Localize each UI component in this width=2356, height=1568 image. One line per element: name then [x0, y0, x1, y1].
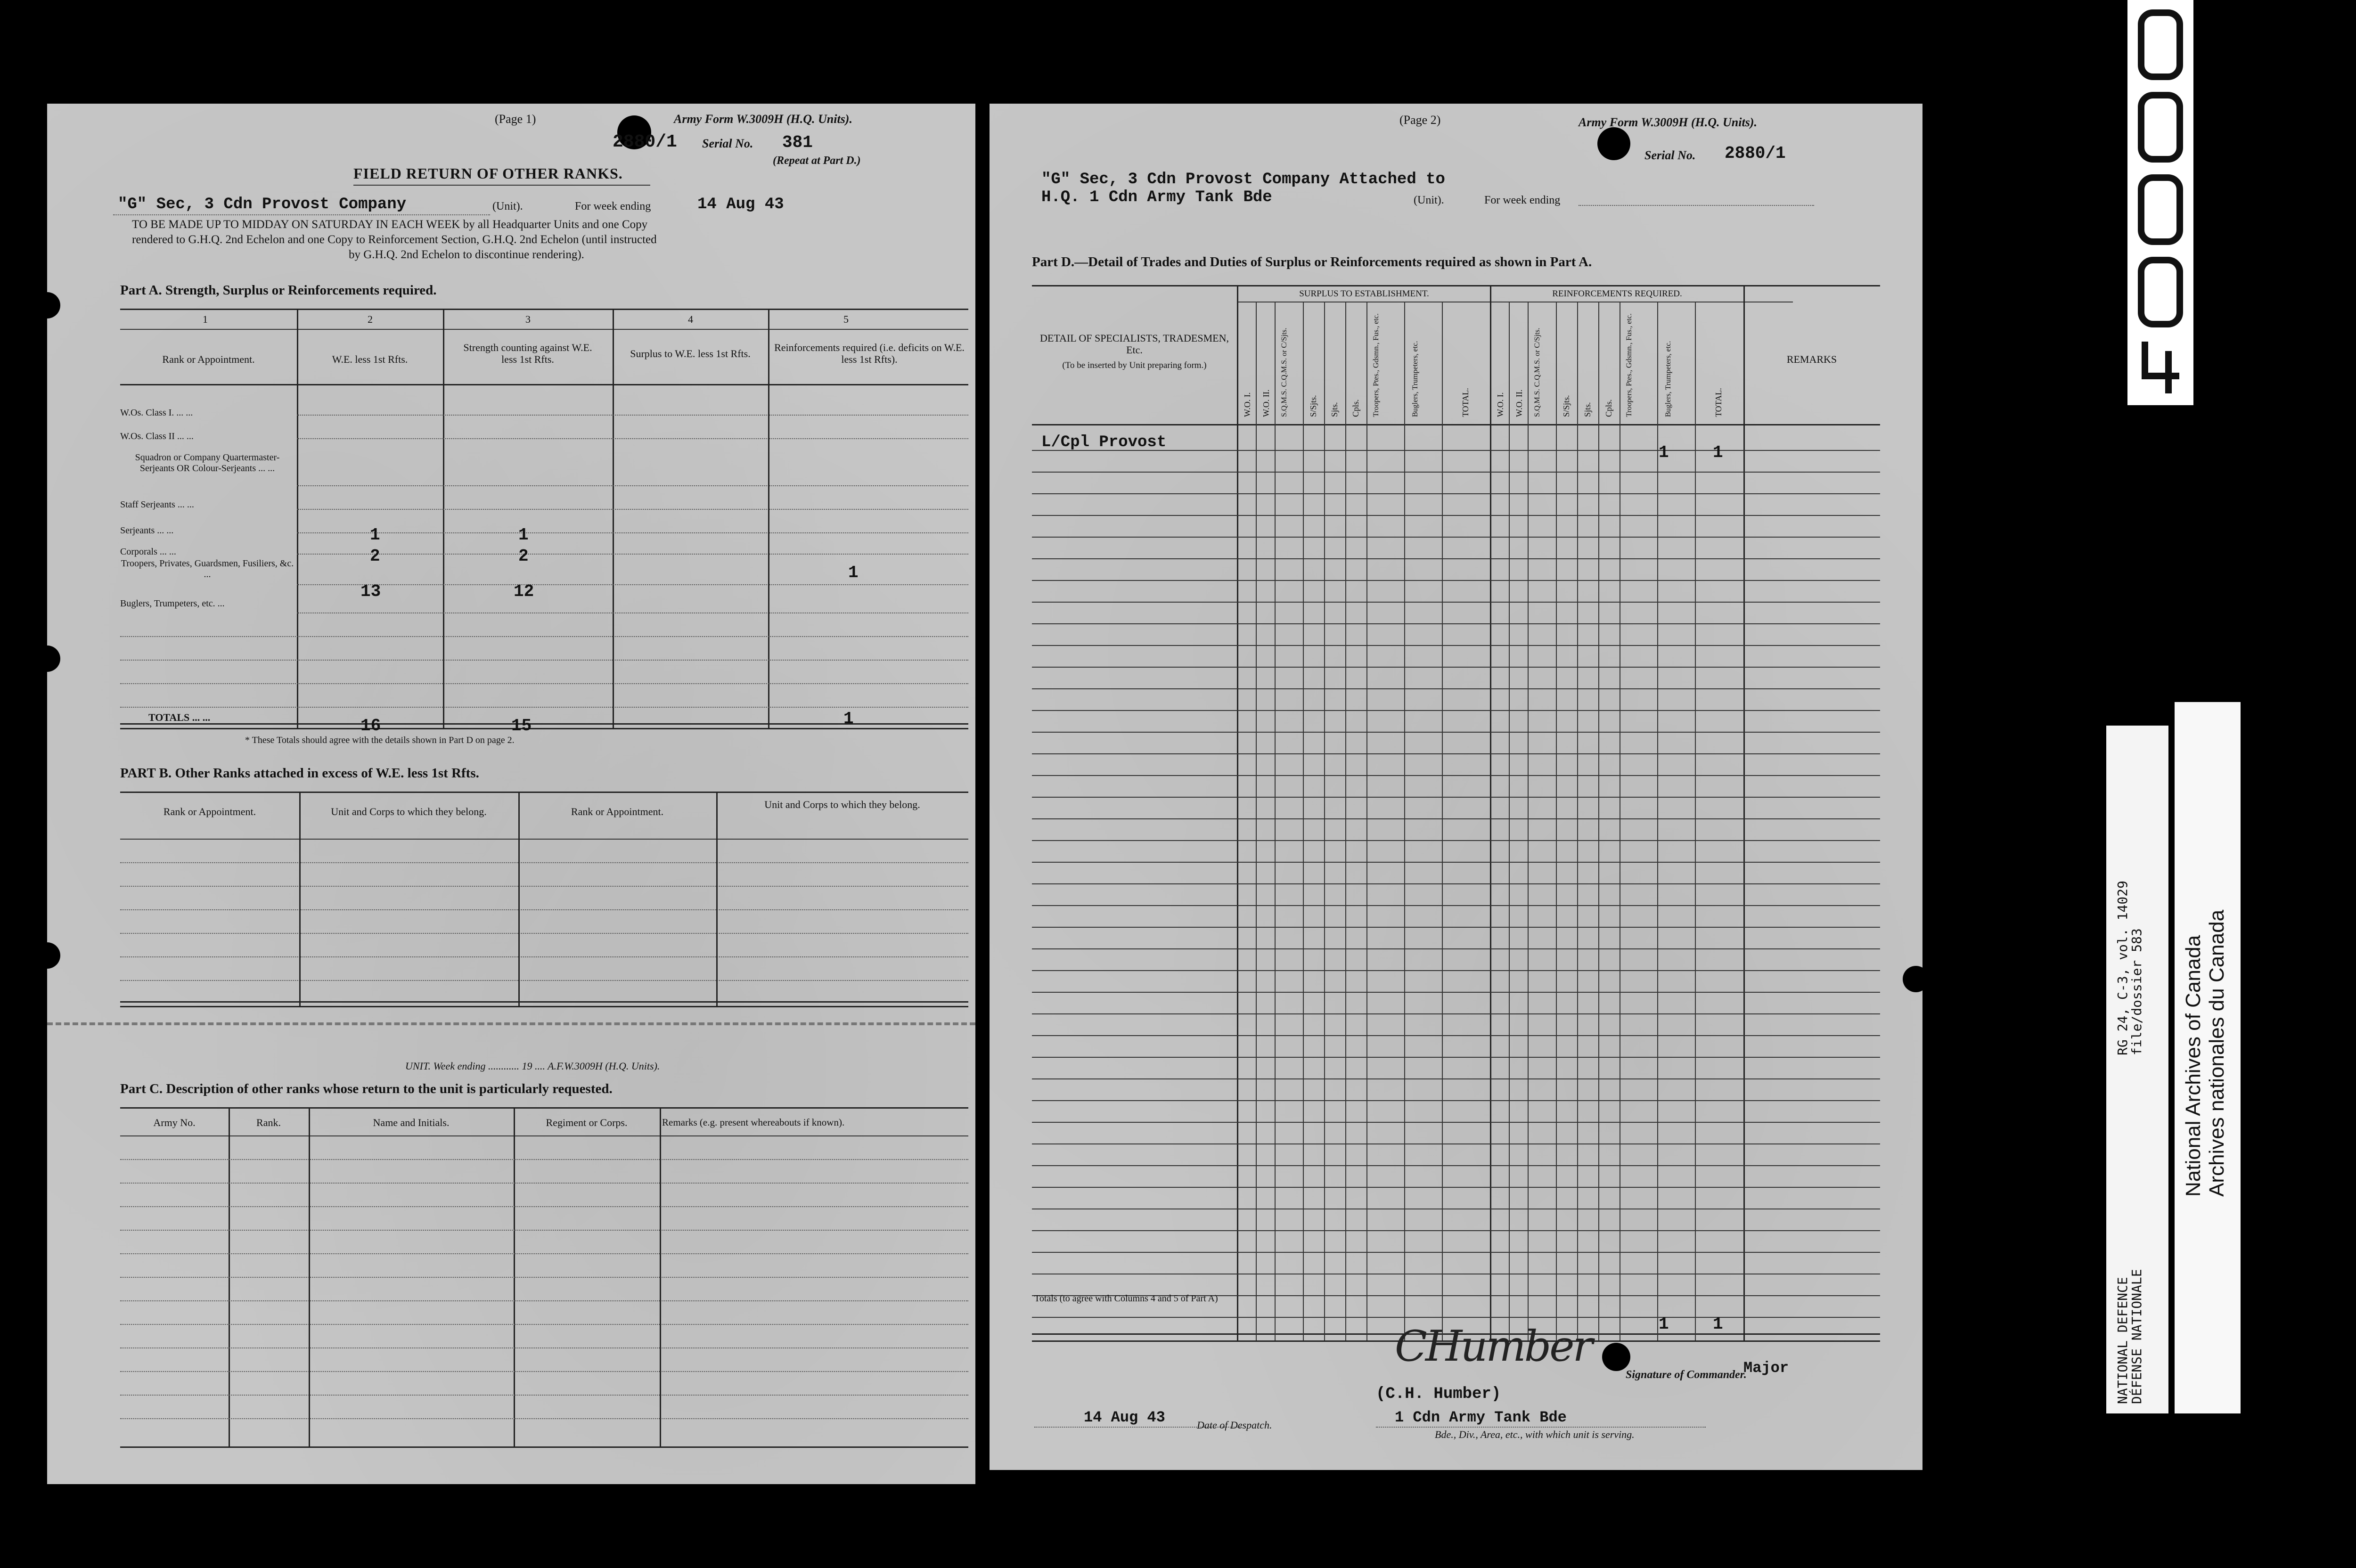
ruled-row-line — [1032, 948, 1880, 949]
surplus-subcol: TOTAL. — [1461, 388, 1470, 417]
ruled-row-line — [1032, 667, 1880, 668]
ruled-row-line — [1032, 493, 1880, 494]
ruled-row-line — [1032, 688, 1880, 689]
despatch-label: Date of Despatch. — [1197, 1419, 1272, 1431]
part-c-col: Army No. — [153, 1117, 196, 1128]
ruled-row-line — [1032, 927, 1880, 928]
ruled-row-line — [1032, 1143, 1880, 1144]
col-num: 4 — [688, 313, 693, 325]
corporals-strength: 2 — [518, 547, 529, 566]
surplus-subcol: S.Q.M.S. C.Q.M.S. or C/Sjts. — [1280, 327, 1288, 417]
frame-digit-0 — [2138, 92, 2183, 163]
row-total-reinf: 1 — [1713, 443, 1723, 462]
ruled-row-line — [1032, 992, 1880, 993]
ruled-row-line — [1032, 537, 1880, 538]
ruled-row-line — [1032, 602, 1880, 603]
punch-hole — [1597, 127, 1630, 160]
typed-serial: 2880/1 — [613, 132, 677, 152]
ruled-row-line — [1032, 732, 1880, 733]
rank-row: Staff Serjeants ... ... — [120, 499, 194, 510]
rank-row: Corporals ... ... — [120, 547, 176, 557]
part-c-col: Regiment or Corps. — [546, 1117, 628, 1128]
part-c-col: Name and Initials. — [373, 1117, 450, 1128]
ruled-row-line — [1032, 840, 1880, 841]
ruled-row-line — [1032, 1252, 1880, 1253]
rank-row: Serjeants ... ... — [120, 525, 174, 536]
week-value: 14 Aug 43 — [697, 196, 784, 213]
totals-label: Totals (to agree with Columns 4 and 5 of Part A) — [1034, 1293, 1218, 1304]
frame-digit-4 — [2142, 342, 2179, 393]
ruled-row-line — [1032, 645, 1880, 646]
commander-rank: Major — [1743, 1359, 1789, 1377]
reinf-subcol: Buglers, Trumpeters, etc. — [1664, 341, 1672, 417]
punch-hole — [1903, 966, 1929, 992]
week-label: For week ending — [1484, 194, 1561, 206]
surplus-subcol: Sjts. — [1330, 402, 1339, 417]
reinf-subcol: W.O. II. — [1514, 389, 1524, 417]
instruction-line-2: rendered to G.H.Q. 2nd Echelon and one Copy to Reinforcement Section, G.H.Q. 2nd Echelon (until instructed — [132, 233, 657, 246]
totals-label: TOTALS ... ... — [148, 711, 211, 723]
totals-troopers: 1 — [1659, 1315, 1669, 1334]
totals-strength: 15 — [511, 716, 532, 735]
surplus-subcol: Buglers, Trumpeters, etc. — [1411, 341, 1419, 417]
serjeants-strength: 1 — [518, 525, 529, 545]
detail-sub: (To be inserted by Unit preparing form.) — [1062, 360, 1207, 370]
page-1 — [47, 104, 975, 1484]
col-num: 2 — [368, 313, 373, 325]
troopers-reinforcements: 1 — [848, 563, 859, 582]
serial-label: Serial No. — [1644, 148, 1696, 162]
col-num: 5 — [843, 313, 849, 325]
troopers-strength: 12 — [514, 582, 534, 601]
serial-value: 2880/1 — [1725, 144, 1786, 163]
ruled-row-line — [1032, 797, 1880, 798]
surplus-subcol: Cpls. — [1351, 399, 1360, 417]
rank-row: W.Os. Class I. ... ... — [120, 408, 193, 418]
part-b-col: Unit and Corps to which they belong. — [764, 799, 920, 810]
totals-total: 1 — [1713, 1315, 1723, 1334]
punch-hole — [34, 292, 60, 318]
row-detail: L/Cpl Provost — [1041, 433, 1167, 451]
part-c-col: Rank. — [256, 1117, 281, 1128]
stamp-line-2: DÉFENSE NATIONALE — [2129, 1269, 2144, 1404]
surplus-subcol: W.O. I. — [1243, 392, 1252, 417]
ruled-row-line — [1032, 1078, 1880, 1079]
ruled-row-line — [1032, 472, 1880, 473]
col-head: Rank or Appointment. — [162, 353, 255, 365]
week-label: For week ending — [575, 200, 651, 212]
punch-hole — [34, 645, 60, 672]
commander-name: (C.H. Humber) — [1376, 1385, 1501, 1403]
ruled-row-line — [1032, 1057, 1880, 1058]
unit-label: (Unit). — [1414, 194, 1444, 206]
part-c-heading: Part C. Description of other ranks whose return to the unit is particularly requested. — [120, 1081, 613, 1096]
col-head: Surplus to W.E. less 1st Rfts. — [630, 348, 751, 359]
row-troopers-reinf: 1 — [1659, 443, 1669, 462]
ruled-row-line — [1032, 1187, 1880, 1188]
rank-row: Squadron or Company Quartermaster-Serjeants OR Colour-Serjeants ... ... — [135, 452, 280, 474]
ruled-row-line — [1032, 1165, 1880, 1166]
ruled-row-line — [1032, 753, 1880, 754]
serjeants-we: 1 — [370, 525, 380, 545]
army-form: Army Form W.3009H (H.Q. Units). — [1579, 115, 1757, 129]
ruled-row-line — [1032, 1013, 1880, 1014]
frame-digit-0 — [2138, 9, 2183, 80]
surplus-subcol: Troopers, Ptes., Gdsmn., Fus., etc. — [1372, 313, 1380, 417]
serial-value: 381 — [782, 133, 813, 152]
col-num: 1 — [203, 313, 208, 325]
unit-line-2: H.Q. 1 Cdn Army Tank Bde — [1041, 188, 1272, 206]
reinf-subcol: TOTAL. — [1714, 388, 1723, 417]
col-num: 3 — [525, 313, 531, 325]
part-b-col: Rank or Appointment. — [571, 806, 664, 817]
col-head: W.E. less 1st Rfts. — [332, 353, 408, 365]
reinf-subcol: Sjts. — [1583, 402, 1592, 417]
commander-signature: CHumber — [1395, 1322, 1591, 1371]
nac-line-2: Archives nationales du Canada — [2205, 909, 2228, 1197]
unit-value: "G" Sec, 3 Cdn Provost Company — [118, 196, 407, 213]
troopers-we: 13 — [360, 582, 381, 601]
ruled-row-line — [1032, 580, 1880, 581]
col-head: Strength counting against W.E. less 1st Rfts. — [463, 342, 592, 366]
corporals-we: 2 — [370, 547, 380, 566]
totals-note: * These Totals should agree with the details shown in Part D on page 2. — [245, 735, 515, 745]
punch-hole — [1602, 1343, 1630, 1371]
slip-line: UNIT. Week ending ............ 19 .... A.F.W.3009H (H.Q. Units). — [405, 1060, 660, 1072]
reinforcements-head: REINFORCEMENTS REQUIRED. — [1552, 289, 1682, 299]
part-c-col: Remarks (e.g. present whereabouts if known). — [662, 1117, 845, 1128]
ruled-row-line — [1032, 1100, 1880, 1101]
part-b-col: Rank or Appointment. — [163, 806, 256, 817]
unit-line-1: "G" Sec, 3 Cdn Provost Company Attached to — [1041, 171, 1445, 188]
formation: 1 Cdn Army Tank Bde — [1395, 1409, 1567, 1426]
nac-line-1: National Archives of Canada — [2182, 935, 2205, 1197]
reference-line-1: RG 24, C-3, vol. 14029 — [2115, 881, 2130, 1055]
ruled-row-line — [1032, 515, 1880, 516]
ruled-row-line — [1032, 1122, 1880, 1123]
ruled-row-line — [1032, 1035, 1880, 1036]
punch-hole — [34, 942, 60, 969]
surplus-subcol: W.O. II. — [1261, 389, 1271, 417]
part-b-heading: PART B. Other Ranks attached in excess of W.E. less 1st Rfts. — [120, 766, 479, 781]
formation-label: Bde., Div., Area, etc., with which unit is serving. — [1435, 1429, 1635, 1440]
signature-label: Signature of Commander. — [1626, 1369, 1747, 1381]
totals-reinforcements: 1 — [843, 709, 854, 728]
ruled-row-line — [1032, 623, 1880, 624]
rank-row: W.Os. Class II ... ... — [120, 431, 194, 441]
despatch-date: 14 Aug 43 — [1084, 1409, 1165, 1426]
ruled-row-line — [1032, 710, 1880, 711]
remarks-head: REMARKS — [1786, 353, 1837, 365]
army-form: Army Form W.3009H (H.Q. Units). — [674, 112, 852, 126]
form-title: FIELD RETURN OF OTHER RANKS. — [353, 165, 623, 182]
rank-row: Buglers, Trumpeters, etc. ... — [120, 598, 225, 609]
rank-row: Troopers, Privates, Guardsmen, Fusiliers, &c. ... — [121, 558, 294, 580]
stamp-line-1: NATIONAL DEFENCE — [2115, 1277, 2130, 1404]
ruled-row-line — [1032, 883, 1880, 884]
part-b-col: Unit and Corps to which they belong. — [331, 806, 487, 817]
reference-line-2: file/dossier 583 — [2129, 928, 2144, 1055]
reinf-subcol: Troopers, Ptes., Gdsmn., Fus., etc. — [1625, 313, 1633, 417]
ruled-row-line — [1032, 970, 1880, 971]
serial-label: Serial No. — [702, 137, 753, 150]
ruled-row-line — [1032, 818, 1880, 819]
col-head: Reinforcements required (i.e. deficits on W.E. less 1st Rfts). — [774, 342, 965, 366]
page-2 — [990, 104, 1922, 1470]
repeat-note: (Repeat at Part D.) — [773, 155, 861, 167]
ruled-row-line — [1032, 775, 1880, 776]
ruled-row-line — [1032, 558, 1880, 559]
instruction-line-3: by G.H.Q. 2nd Echelon to discontinue rendering). — [349, 248, 584, 261]
reinf-subcol: Cpls. — [1604, 399, 1613, 417]
ruled-row-line — [1032, 1317, 1880, 1318]
unit-label: (Unit). — [492, 200, 523, 212]
national-archives-stamp — [2175, 702, 2241, 1413]
detail-head: DETAIL OF SPECIALISTS, TRADESMEN, Etc. — [1040, 332, 1229, 356]
ruled-row-line — [1032, 1230, 1880, 1231]
reinf-subcol: S.Q.M.S. C.Q.M.S. or C/Sjts. — [1533, 327, 1541, 417]
frame-number-strip — [2127, 0, 2193, 405]
surplus-subcol: S/Sjts. — [1309, 395, 1318, 417]
surplus-head: SURPLUS TO ESTABLISHMENT. — [1299, 289, 1429, 299]
part-a-heading: Part A. Strength, Surplus or Reinforcements required. — [120, 283, 437, 298]
page-label: (Page 2) — [1399, 113, 1441, 127]
page-label: (Page 1) — [495, 112, 536, 126]
archive-reference-stamp — [2106, 726, 2168, 1413]
ruled-row-line — [1032, 862, 1880, 863]
reinf-subcol: S/Sjts. — [1562, 395, 1571, 417]
ruled-row-line — [1032, 905, 1880, 906]
reinf-subcol: W.O. I. — [1496, 392, 1505, 417]
totals-we: 16 — [360, 716, 381, 735]
part-d-heading: Part D.—Detail of Trades and Duties of Surplus or Reinforcements required as shown in Part A. — [1032, 254, 1592, 270]
instruction-line-1: TO BE MADE UP TO MIDDAY ON SATURDAY IN EACH WEEK by all Headquarter Units and one Copy — [132, 218, 648, 231]
